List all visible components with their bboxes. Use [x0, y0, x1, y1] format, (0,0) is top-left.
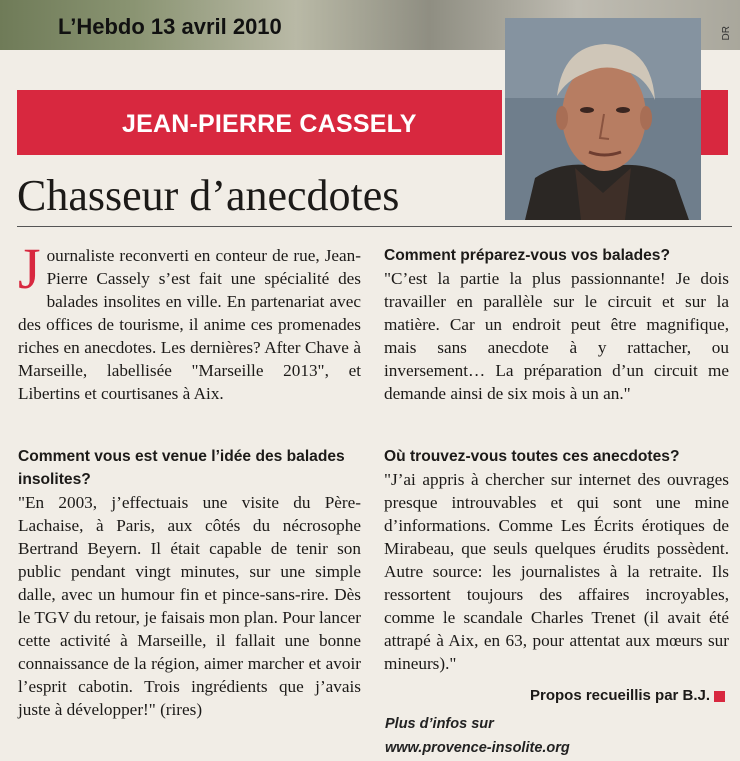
- intro-text: ournaliste reconverti en conteur de rue, Jean-Pierre Cassely s’est fait une spécialité des balades insolites en ville. En partenariat avec des offices de tourisme, il anime ces promenades riches en anecdotes. Les dernières? After Chave à Marseille, labellisée "Marseille 2013", et Libertins et courtisanes à Aix.: [18, 246, 361, 403]
- more-info: [385, 712, 570, 760]
- interview-credit: [530, 687, 725, 704]
- question-1: Comment vous est venue l’idée des balades insolites?: [18, 448, 345, 488]
- credit-text: Propos recueillis par B.J.: [530, 687, 711, 704]
- intro-paragraph: [18, 236, 361, 405]
- qa-block-3: [384, 445, 729, 675]
- portrait-photo: [505, 18, 701, 220]
- qa-block-1: [18, 445, 361, 721]
- end-mark: [714, 691, 725, 702]
- answer-3: "J’ai appris à chercher sur internet des ouvrages presque introuvables et qui sont une mine d’informations. Comme Les Écrits érotiques de Mirabeau, que seuls quelques érudits possèdent. Autre source: les journalistes à la retraite. Ils ressortent toujours des affaires incroyables, comme le scandale Charles Trenet (il avait été attrapé à Aix, en 63, pour attentat aux mœurs sur mineurs).": [384, 470, 729, 673]
- drop-cap: J: [18, 236, 41, 301]
- photo-credit: DR: [721, 26, 732, 41]
- more-info-label: Plus d’infos sur: [385, 716, 494, 732]
- source-label: L’Hebdo 13 avril 2010: [58, 14, 282, 39]
- answer-2: "C’est la partie la plus passionnante! Je dois travailler en parallèle sur le circuit et sur la matière. Car un endroit peut être magnifique, mais sans anecdote à y rattacher, ou inversement… La préparation d’un circuit me demande ainsi de six mois à un an.": [384, 269, 729, 403]
- headline-rule: [17, 226, 732, 227]
- headline: Chasseur d’anecdotes: [17, 171, 400, 220]
- portrait-illustration: [505, 18, 701, 220]
- question-3: Où trouvez-vous toutes ces anecdotes?: [384, 448, 680, 465]
- answer-1: "En 2003, j’effectuais une visite du Père-Lachaise, à Paris, aux côtés du nécrosophe Bertrand Beyern. Il était capable de tenir son public pendant vingt minutes, sur une simple dalle, avec un humour fin et pince-sans-rire. Dès le TGV du retour, je faisais mon plan. Pour lancer cette activité à Marseille, il fallait une bonne connaissance de la région, aimer marcher et avoir l’esprit cabotin. Trois ingrédients que j’avais juste à développer!" (rires): [18, 493, 361, 719]
- name-banner-end: [700, 90, 728, 155]
- question-2: Comment préparez-vous vos balades?: [384, 247, 670, 264]
- author-name: JEAN-PIERRE CASSELY: [122, 110, 417, 138]
- qa-block-2: [384, 244, 729, 405]
- website-link[interactable]: www.provence-insolite.org: [385, 740, 570, 756]
